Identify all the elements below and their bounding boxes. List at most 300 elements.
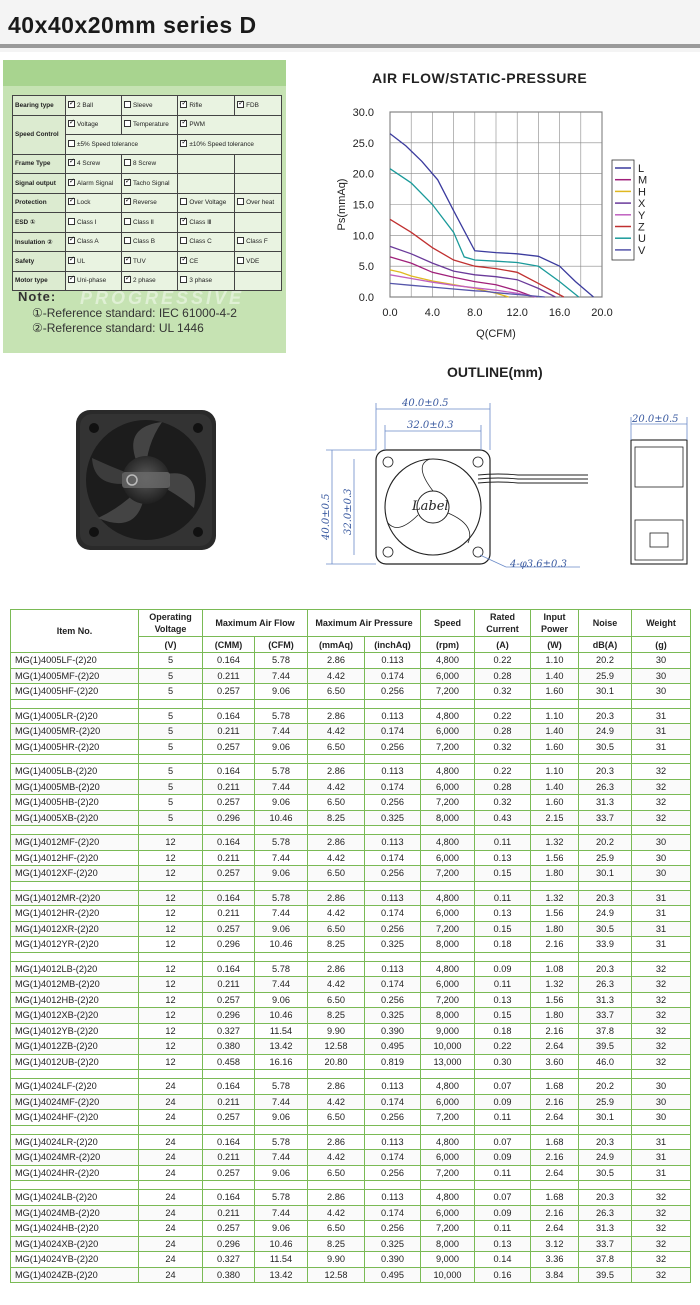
table-cell: 2.86 xyxy=(308,1079,365,1095)
table-cell: 20.3 xyxy=(579,708,632,724)
table-cell: 0.07 xyxy=(475,1079,531,1095)
table-cell: 0.296 xyxy=(203,810,255,826)
checked-box-icon xyxy=(180,257,187,264)
y-tick-label: 20.0 xyxy=(352,168,374,181)
table-cell: 4,800 xyxy=(421,764,475,780)
table-cell: 0.113 xyxy=(365,961,421,977)
table-cell: 32 xyxy=(632,795,691,811)
unchecked-box-icon xyxy=(180,237,187,244)
table-cell: 2.86 xyxy=(308,1190,365,1206)
table-cell: 5 xyxy=(139,724,203,740)
table-cell: 31 xyxy=(632,708,691,724)
table-cell: 0.09 xyxy=(475,1205,531,1221)
table-cell: 31 xyxy=(632,1150,691,1166)
feature-option xyxy=(178,135,282,155)
table-cell: 6.50 xyxy=(308,739,365,755)
table-cell: 2.64 xyxy=(531,1110,579,1126)
table-cell: 7.44 xyxy=(255,850,308,866)
table-cell: 30.5 xyxy=(579,921,632,937)
table-cell: 7,200 xyxy=(421,1221,475,1237)
table-cell: 0.113 xyxy=(365,653,421,669)
item-number-cell: MG(1)4024MF-(2)20 xyxy=(11,1094,139,1110)
wire-lead xyxy=(478,474,588,475)
table-cell: 0.174 xyxy=(365,1094,421,1110)
table-cell: 32 xyxy=(632,1039,691,1055)
table-cell: 24 xyxy=(139,1110,203,1126)
item-number-cell: MG(1)4005LF-(2)20 xyxy=(11,653,139,669)
x-tick-label: 0.0 xyxy=(382,307,398,319)
table-cell: 32 xyxy=(632,1267,691,1283)
separator-cell xyxy=(632,826,691,835)
header-weight: Weight xyxy=(632,610,691,637)
front-hole xyxy=(383,547,393,557)
separator-cell xyxy=(139,1070,203,1079)
table-cell: 32 xyxy=(632,1221,691,1237)
table-cell: 30.1 xyxy=(579,684,632,700)
checked-box-icon xyxy=(124,179,131,186)
checked-box-icon xyxy=(68,159,75,166)
table-cell: 5.78 xyxy=(255,708,308,724)
table-cell: 31 xyxy=(632,1134,691,1150)
separator-cell xyxy=(308,1181,365,1190)
header-current: Rated Current xyxy=(475,610,531,637)
table-cell: 5 xyxy=(139,653,203,669)
item-number-cell: MG(1)4005LR-(2)20 xyxy=(11,708,139,724)
unchecked-box-icon xyxy=(124,101,131,108)
table-cell: 24 xyxy=(139,1267,203,1283)
y-axis-label: Ps(mmAq) xyxy=(336,178,348,231)
feature-option xyxy=(66,174,122,194)
table-row xyxy=(11,708,691,724)
separator-cell xyxy=(139,1125,203,1134)
table-cell: 0.174 xyxy=(365,906,421,922)
table-cell: 7,200 xyxy=(421,684,475,700)
table-cell: 5.78 xyxy=(255,653,308,669)
legend-box xyxy=(612,160,634,260)
table-cell: 4,800 xyxy=(421,835,475,851)
table-cell: 7,200 xyxy=(421,866,475,882)
table-cell: 6,000 xyxy=(421,668,475,684)
separator-cell xyxy=(475,952,531,961)
separator-cell xyxy=(11,1070,139,1079)
table-cell: 7.44 xyxy=(255,1205,308,1221)
table-cell: 0.28 xyxy=(475,668,531,684)
separator-cell xyxy=(579,1070,632,1079)
table-cell: 32 xyxy=(632,992,691,1008)
feature-option xyxy=(66,115,122,135)
table-cell: 0.256 xyxy=(365,1221,421,1237)
table-cell: 0.28 xyxy=(475,724,531,740)
separator-cell xyxy=(531,699,579,708)
table-cell: 0.174 xyxy=(365,724,421,740)
feature-option xyxy=(235,193,282,213)
item-number-cell: MG(1)4012LB-(2)20 xyxy=(11,961,139,977)
legend-entry: Y xyxy=(638,209,646,222)
table-cell: 5 xyxy=(139,795,203,811)
table-cell: 7.44 xyxy=(255,906,308,922)
table-cell: 16.16 xyxy=(255,1054,308,1070)
table-row xyxy=(11,906,691,922)
checked-box-icon xyxy=(180,140,187,147)
separator-cell xyxy=(632,1181,691,1190)
table-cell: 0.211 xyxy=(203,779,255,795)
table-cell: 30 xyxy=(632,684,691,700)
checked-box-icon xyxy=(237,101,244,108)
separator-cell xyxy=(139,952,203,961)
table-cell: 5.78 xyxy=(255,764,308,780)
table-cell: 0.43 xyxy=(475,810,531,826)
table-cell: 0.113 xyxy=(365,1190,421,1206)
table-cell: 0.09 xyxy=(475,1094,531,1110)
y-tick-label: 15.0 xyxy=(352,199,374,212)
separator-cell xyxy=(11,881,139,890)
item-number-cell: MG(1)4012HB-(2)20 xyxy=(11,992,139,1008)
specs-table xyxy=(10,609,691,1283)
table-cell: 12 xyxy=(139,921,203,937)
feature-option xyxy=(121,213,177,233)
feature-option xyxy=(66,252,122,272)
feature-option-label: TUV xyxy=(132,257,146,265)
mount-hole xyxy=(89,527,99,537)
separator-cell xyxy=(421,1070,475,1079)
table-cell: 30 xyxy=(632,835,691,851)
table-row xyxy=(11,1008,691,1024)
table-cell: 0.211 xyxy=(203,1094,255,1110)
separator-cell xyxy=(421,1181,475,1190)
feature-option-label: Class Ⅰ xyxy=(77,219,97,227)
table-row xyxy=(11,921,691,937)
separator-cell xyxy=(365,699,421,708)
unit-weight: (g) xyxy=(632,637,691,653)
unit-mmaq: (mmAq) xyxy=(308,637,365,653)
group-separator xyxy=(11,952,691,961)
table-cell: 0.18 xyxy=(475,937,531,953)
feature-empty-cell xyxy=(178,154,235,174)
table-row xyxy=(11,1110,691,1126)
table-cell: 0.174 xyxy=(365,1205,421,1221)
table-cell: 6.50 xyxy=(308,866,365,882)
separator-cell xyxy=(203,1070,255,1079)
legend-entry: Z xyxy=(638,221,645,234)
table-cell: 39.5 xyxy=(579,1039,632,1055)
dim-outer-height: 40.0±0.5 xyxy=(321,493,332,540)
feature-row xyxy=(13,232,282,252)
table-cell: 9.06 xyxy=(255,1221,308,1237)
separator-cell xyxy=(11,755,139,764)
feature-label: Protection xyxy=(13,193,66,213)
checked-box-icon xyxy=(180,218,187,225)
feature-option-label: VDE xyxy=(246,257,260,265)
table-cell: 12 xyxy=(139,866,203,882)
table-row xyxy=(11,810,691,826)
table-cell: 5 xyxy=(139,810,203,826)
table-cell: 0.07 xyxy=(475,1190,531,1206)
feature-option-label: Over Voltage xyxy=(189,199,227,207)
chart-title: AIR FLOW/STATIC-PRESSURE xyxy=(372,70,588,86)
table-cell: 32 xyxy=(632,764,691,780)
separator-cell xyxy=(308,755,365,764)
separator-cell xyxy=(579,1181,632,1190)
header-pressure: Maximum Air Pressure xyxy=(308,610,421,637)
table-cell: 9.06 xyxy=(255,921,308,937)
separator-cell xyxy=(421,755,475,764)
feature-row xyxy=(13,154,282,174)
table-cell: 0.256 xyxy=(365,795,421,811)
feature-option-label: 2 phase xyxy=(132,277,156,285)
table-cell: 31 xyxy=(632,724,691,740)
table-cell: 0.07 xyxy=(475,1134,531,1150)
item-number-cell: MG(1)4005MR-(2)20 xyxy=(11,724,139,740)
separator-cell xyxy=(11,826,139,835)
table-cell: 25.9 xyxy=(579,850,632,866)
table-cell: 0.257 xyxy=(203,684,255,700)
table-cell: 6,000 xyxy=(421,1094,475,1110)
feature-option-label: Class Ⅱ xyxy=(132,219,154,227)
table-cell: 9,000 xyxy=(421,1252,475,1268)
table-cell: 5 xyxy=(139,668,203,684)
y-tick-label: 0.0 xyxy=(358,292,374,304)
table-cell: 6,000 xyxy=(421,1150,475,1166)
table-cell: 0.257 xyxy=(203,921,255,937)
table-cell: 6,000 xyxy=(421,779,475,795)
separator-cell xyxy=(531,1070,579,1079)
table-cell: 5.78 xyxy=(255,961,308,977)
table-cell: 9.06 xyxy=(255,684,308,700)
separator-cell xyxy=(531,1125,579,1134)
table-cell: 7,200 xyxy=(421,1165,475,1181)
feature-row xyxy=(13,213,282,233)
unchecked-box-icon xyxy=(180,276,187,283)
unchecked-box-icon xyxy=(124,159,131,166)
separator-cell xyxy=(255,952,308,961)
table-cell: 12 xyxy=(139,937,203,953)
table-cell: 0.257 xyxy=(203,866,255,882)
table-cell: 7,200 xyxy=(421,739,475,755)
hub-logo-plate xyxy=(122,472,170,488)
checked-box-icon xyxy=(124,257,131,264)
separator-cell xyxy=(203,699,255,708)
table-cell: 30.1 xyxy=(579,1110,632,1126)
table-cell: 4.42 xyxy=(308,724,365,740)
table-cell: 5 xyxy=(139,764,203,780)
table-cell: 2.86 xyxy=(308,764,365,780)
table-cell: 0.257 xyxy=(203,739,255,755)
table-cell: 0.257 xyxy=(203,1110,255,1126)
item-number-cell: MG(1)4005XB-(2)20 xyxy=(11,810,139,826)
table-cell: 32 xyxy=(632,779,691,795)
table-cell: 2.64 xyxy=(531,1039,579,1055)
table-cell: 3.84 xyxy=(531,1267,579,1283)
feature-panel-band xyxy=(3,60,286,86)
feature-label: Safety xyxy=(13,252,66,272)
table-cell: 32 xyxy=(632,1236,691,1252)
table-cell: 20.3 xyxy=(579,1190,632,1206)
table-cell: 1.60 xyxy=(531,795,579,811)
header-airflow: Maximum Air Flow xyxy=(203,610,308,637)
wire-lead xyxy=(478,482,588,483)
table-cell: 0.15 xyxy=(475,921,531,937)
wire-lead xyxy=(478,478,588,479)
separator-cell xyxy=(421,1125,475,1134)
table-cell: 4.42 xyxy=(308,668,365,684)
item-number-cell: MG(1)4005HB-(2)20 xyxy=(11,795,139,811)
mount-hole xyxy=(193,423,203,433)
table-cell: 0.256 xyxy=(365,1110,421,1126)
table-cell: 1.68 xyxy=(531,1190,579,1206)
table-cell: 0.164 xyxy=(203,835,255,851)
checked-box-icon xyxy=(180,101,187,108)
feature-row xyxy=(13,96,282,116)
table-cell: 32 xyxy=(632,961,691,977)
table-cell: 0.390 xyxy=(365,1252,421,1268)
table-cell: 12 xyxy=(139,835,203,851)
table-row xyxy=(11,1054,691,1070)
table-cell: 9.06 xyxy=(255,1110,308,1126)
table-cell: 6.50 xyxy=(308,684,365,700)
table-cell: 0.174 xyxy=(365,977,421,993)
separator-cell xyxy=(203,952,255,961)
table-cell: 33.7 xyxy=(579,1008,632,1024)
table-cell: 0.174 xyxy=(365,668,421,684)
table-cell: 0.113 xyxy=(365,1079,421,1095)
feature-label: Bearing type xyxy=(13,96,66,116)
table-cell: 0.819 xyxy=(365,1054,421,1070)
side-view-frame xyxy=(631,440,687,564)
item-number-cell: MG(1)4024MR-(2)20 xyxy=(11,1150,139,1166)
table-cell: 8,000 xyxy=(421,810,475,826)
table-cell: 7.44 xyxy=(255,977,308,993)
table-cell: 0.113 xyxy=(365,890,421,906)
group-separator xyxy=(11,881,691,890)
table-cell: 1.68 xyxy=(531,1134,579,1150)
feature-option xyxy=(121,174,177,194)
item-number-cell: MG(1)4012MB-(2)20 xyxy=(11,977,139,993)
table-cell: 20.3 xyxy=(579,1134,632,1150)
table-cell: 0.325 xyxy=(365,1008,421,1024)
table-cell: 20.2 xyxy=(579,653,632,669)
table-cell: 5 xyxy=(139,739,203,755)
separator-cell xyxy=(139,826,203,835)
table-row xyxy=(11,724,691,740)
header-item: Item No. xyxy=(11,610,139,653)
table-cell: 0.164 xyxy=(203,708,255,724)
table-row xyxy=(11,937,691,953)
separator-cell xyxy=(203,1125,255,1134)
table-cell: 1.40 xyxy=(531,779,579,795)
separator-cell xyxy=(421,699,475,708)
table-cell: 10.46 xyxy=(255,937,308,953)
table-cell: 24.9 xyxy=(579,1150,632,1166)
note-line-1: ①-Reference standard: IEC 61000-4-2 xyxy=(32,306,237,320)
table-cell: 30 xyxy=(632,850,691,866)
feature-option xyxy=(235,232,282,252)
table-cell: 32 xyxy=(632,977,691,993)
table-cell: 0.458 xyxy=(203,1054,255,1070)
separator-cell xyxy=(308,1125,365,1134)
table-cell: 24 xyxy=(139,1134,203,1150)
table-cell: 0.18 xyxy=(475,1023,531,1039)
separator-cell xyxy=(365,1181,421,1190)
table-row xyxy=(11,890,691,906)
table-cell: 0.174 xyxy=(365,850,421,866)
separator-cell xyxy=(632,699,691,708)
table-cell: 30 xyxy=(632,1094,691,1110)
table-cell: 1.56 xyxy=(531,850,579,866)
table-cell: 25.9 xyxy=(579,668,632,684)
unchecked-box-icon xyxy=(237,198,244,205)
feature-option xyxy=(178,213,235,233)
table-cell: 5.78 xyxy=(255,1134,308,1150)
front-view-spoke xyxy=(448,513,470,543)
group-separator xyxy=(11,826,691,835)
table-cell: 24 xyxy=(139,1236,203,1252)
table-cell: 12.58 xyxy=(308,1039,365,1055)
table-cell: 31.3 xyxy=(579,795,632,811)
table-cell: 2.16 xyxy=(531,1094,579,1110)
unchecked-box-icon xyxy=(124,237,131,244)
table-cell: 13.42 xyxy=(255,1039,308,1055)
x-tick-label: 20.0 xyxy=(591,307,613,319)
checked-box-icon xyxy=(68,257,75,264)
table-cell: 7,200 xyxy=(421,1110,475,1126)
table-cell: 10,000 xyxy=(421,1039,475,1055)
separator-cell xyxy=(255,1181,308,1190)
separator-cell xyxy=(255,699,308,708)
table-cell: 31 xyxy=(632,906,691,922)
separator-cell xyxy=(11,1125,139,1134)
table-row xyxy=(11,1190,691,1206)
table-cell: 32 xyxy=(632,810,691,826)
table-cell: 2.86 xyxy=(308,961,365,977)
table-cell: 4.42 xyxy=(308,1094,365,1110)
table-cell: 20.3 xyxy=(579,890,632,906)
table-row xyxy=(11,1079,691,1095)
table-cell: 0.256 xyxy=(365,1165,421,1181)
unit-inchaq: (inchAq) xyxy=(365,637,421,653)
table-row xyxy=(11,668,691,684)
x-axis-label: Q(CFM) xyxy=(476,328,516,340)
table-cell: 12 xyxy=(139,1008,203,1024)
feature-option xyxy=(66,154,122,174)
feature-option-label: Alarm Signal xyxy=(77,179,114,187)
table-cell: 20.2 xyxy=(579,835,632,851)
table-cell: 2.16 xyxy=(531,1150,579,1166)
table-cell: 20.3 xyxy=(579,764,632,780)
item-number-cell: MG(1)4005LB-(2)20 xyxy=(11,764,139,780)
feature-option xyxy=(235,96,282,116)
table-cell: 0.15 xyxy=(475,866,531,882)
table-cell: 0.113 xyxy=(365,835,421,851)
table-cell: 2.64 xyxy=(531,1165,579,1181)
table-cell: 0.211 xyxy=(203,668,255,684)
group-separator xyxy=(11,1125,691,1134)
watermark-text: PROGRESSIVE xyxy=(80,288,245,308)
item-number-cell: MG(1)4012XR-(2)20 xyxy=(11,921,139,937)
table-cell: 0.113 xyxy=(365,708,421,724)
table-cell: 0.22 xyxy=(475,653,531,669)
table-cell: 0.380 xyxy=(203,1267,255,1283)
feature-option xyxy=(235,252,282,272)
table-row xyxy=(11,795,691,811)
front-hole xyxy=(473,457,483,467)
outline-title: OUTLINE(mm) xyxy=(447,364,543,380)
note-title: Note: xyxy=(18,289,57,304)
feature-option xyxy=(178,252,235,272)
table-cell: 7.44 xyxy=(255,1150,308,1166)
table-row xyxy=(11,764,691,780)
table-cell: 0.380 xyxy=(203,1039,255,1055)
table-cell: 24.9 xyxy=(579,724,632,740)
